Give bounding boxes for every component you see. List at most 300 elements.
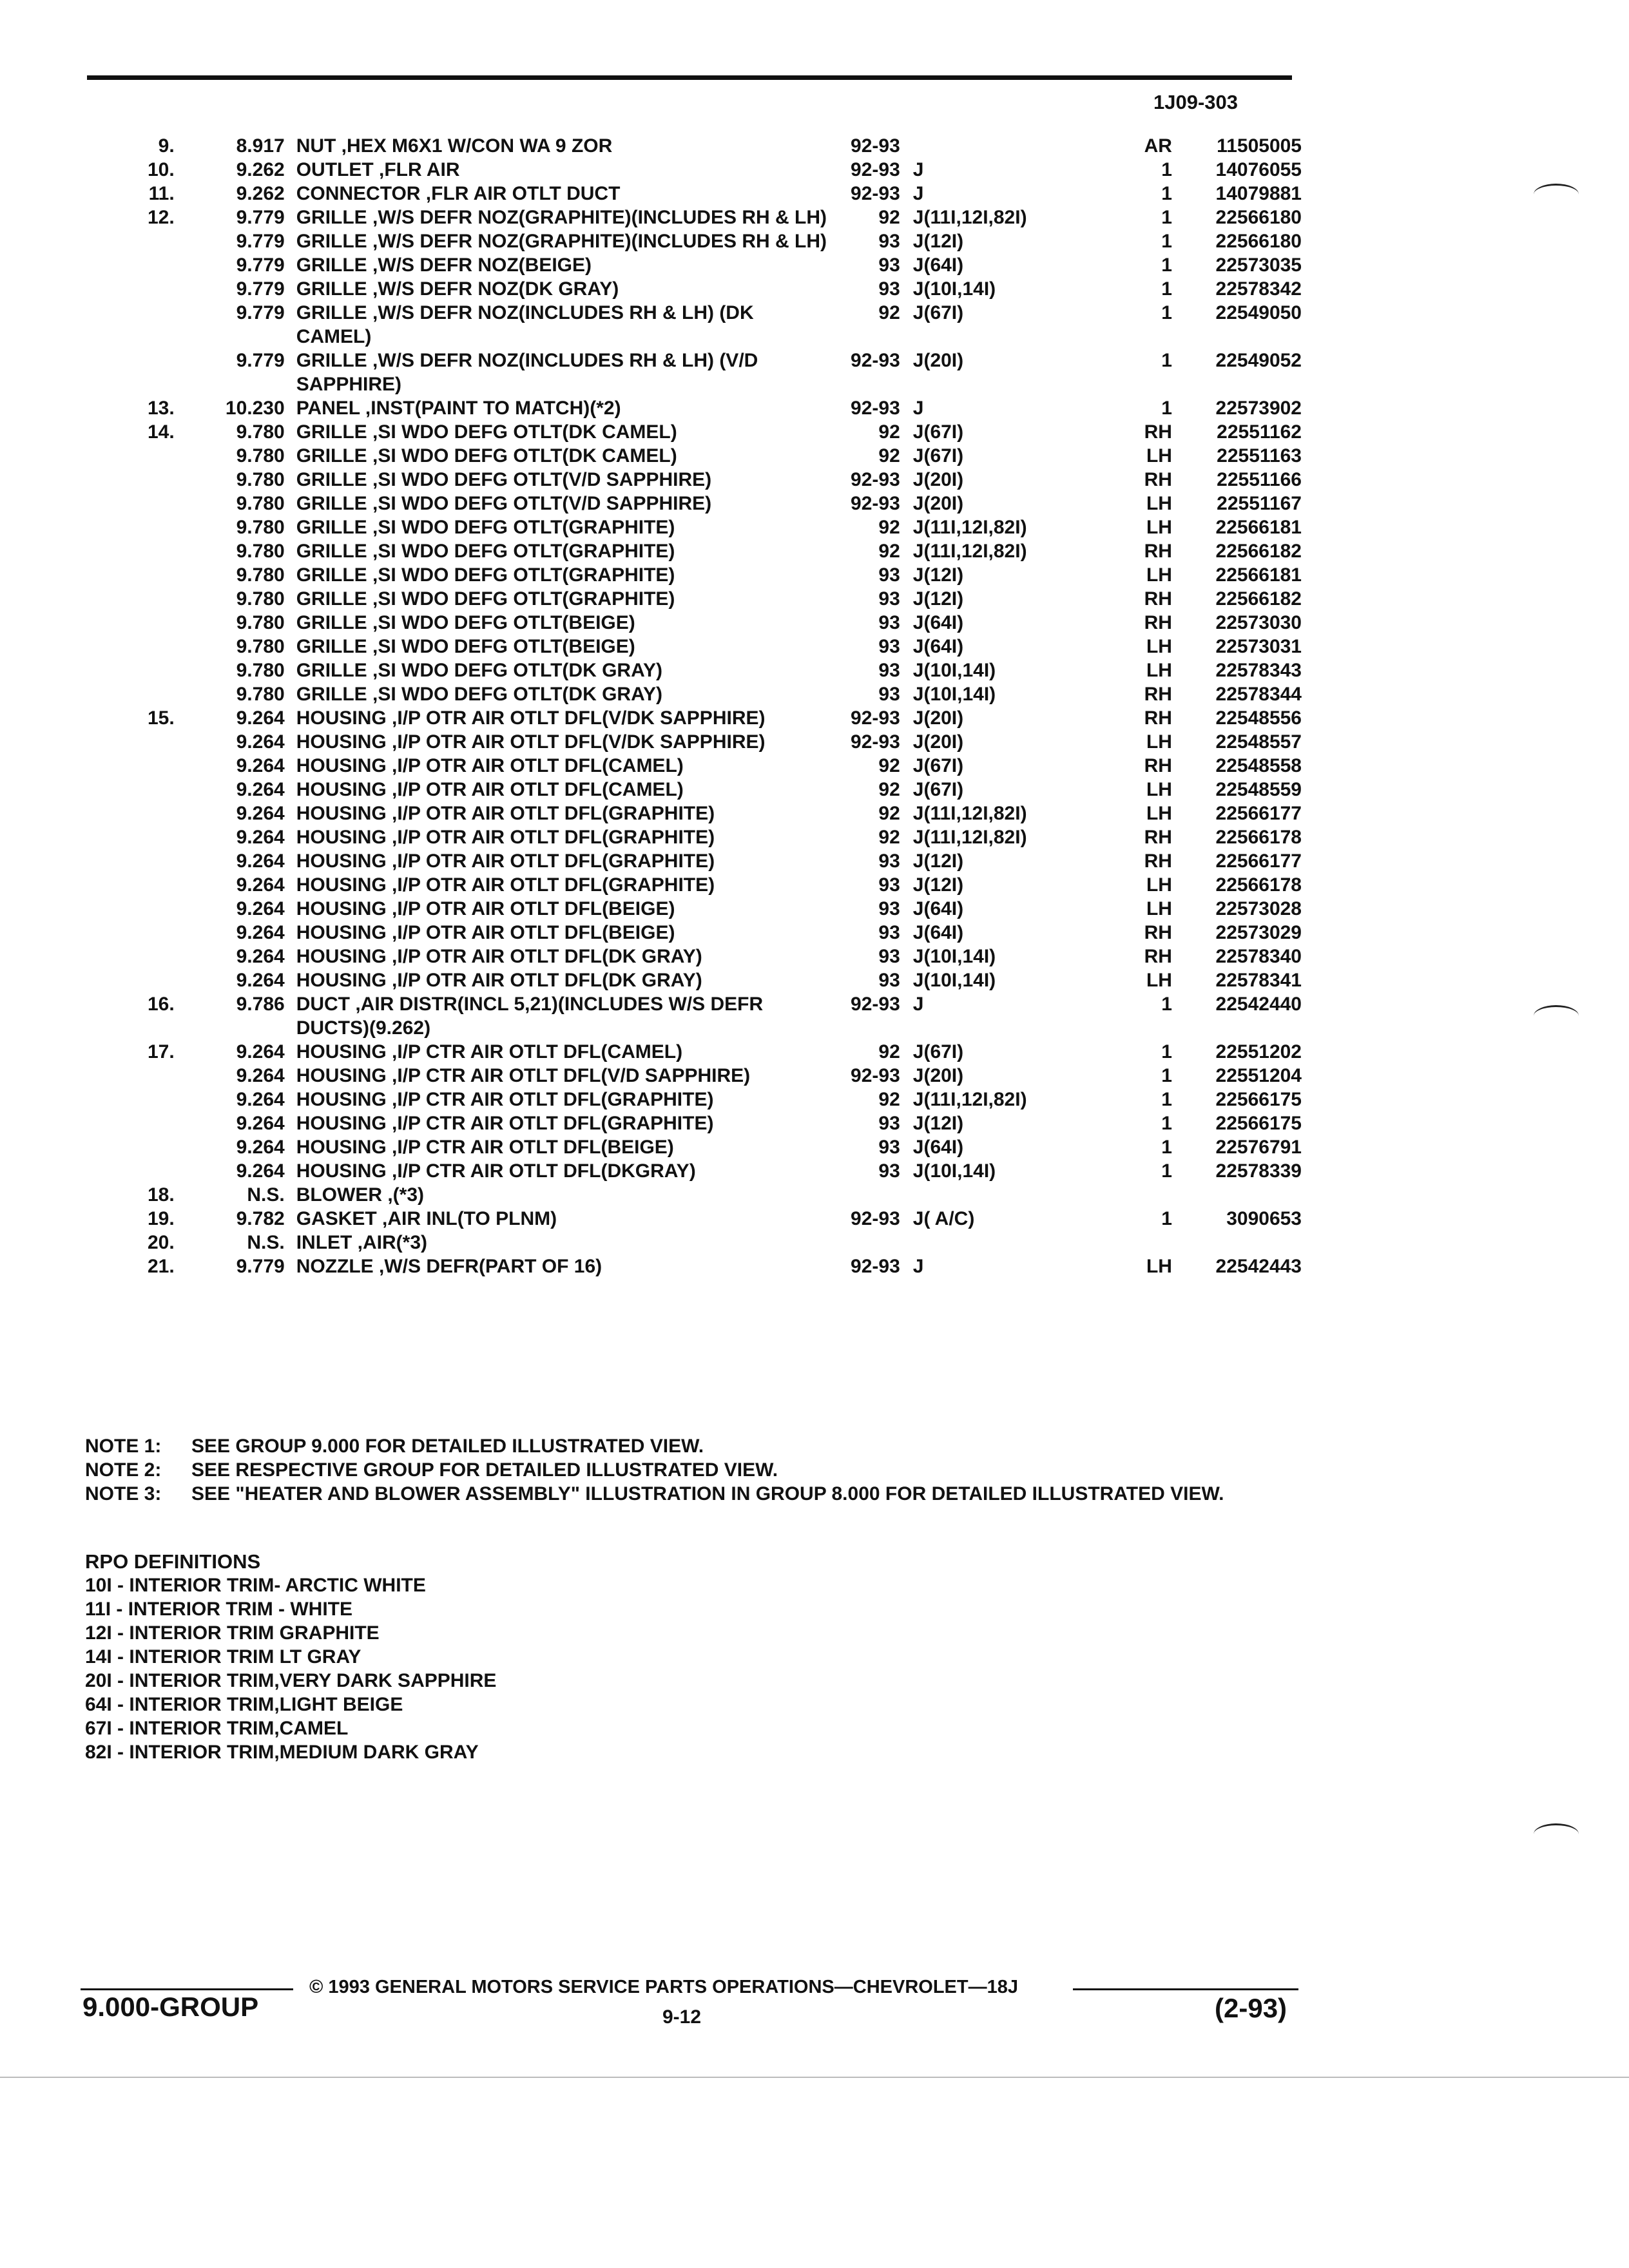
option-codes: J(12I) (912, 564, 964, 586)
item-index (90, 682, 175, 706)
part-number: 22566180 (1215, 231, 1302, 252)
part-description: NUT ,HEX M6X1 W/CON WA 9 ZOR (296, 135, 613, 157)
part-description: HOUSING ,I/P OTR AIR OTLT DFL(V/DK SAPPHIRE) (296, 707, 766, 729)
note-label: NOTE 3: (85, 1483, 162, 1504)
rpo-item: 82I - INTERIOR TRIM,MEDIUM DARK GRAY (85, 1742, 479, 1763)
group-number: 9.780 (236, 660, 285, 681)
part-number: 22573030 (1215, 612, 1302, 633)
item-index: 9. (158, 135, 175, 157)
hole-punch-mark (1534, 184, 1579, 205)
item-index (90, 539, 175, 563)
part-description: HOUSING ,I/P CTR AIR OTLT DFL(GRAPHITE) (296, 1113, 714, 1134)
note (85, 1482, 1261, 1506)
group-number: 9.264 (236, 827, 285, 848)
item-index (90, 873, 175, 897)
table-row (90, 1159, 1302, 1183)
group-number: 9.264 (236, 1089, 285, 1110)
option-codes (913, 1231, 1133, 1254)
option-codes: J(12I) (912, 588, 964, 610)
quantity: 1 (1161, 255, 1172, 276)
item-index (90, 968, 175, 992)
quantity: LH (1146, 636, 1172, 657)
part-description: GRILLE ,W/S DEFR NOZ(BEIGE) (296, 255, 592, 276)
part-description: HOUSING ,I/P OTR AIR OTLT DFL(V/DK SAPPHIRE) (296, 731, 766, 753)
quantity: LH (1146, 970, 1172, 991)
model-years: 93 (878, 278, 900, 300)
item-index (90, 945, 175, 968)
quantity: RH (1144, 421, 1172, 443)
quantity: RH (1144, 850, 1172, 872)
model-years (827, 1183, 913, 1207)
item-index: 12. (147, 207, 175, 228)
quantity: RH (1144, 755, 1172, 776)
table-row (90, 229, 1302, 253)
part-description: GRILLE ,SI WDO DEFG OTLT(GRAPHITE) (296, 541, 675, 562)
option-codes: J(64I) (912, 898, 964, 919)
model-years: 92-93 (851, 731, 900, 753)
rpo-item: 14I - INTERIOR TRIM LT GRAY (85, 1646, 361, 1667)
model-years: 92-93 (851, 159, 900, 180)
model-years: 92 (878, 517, 900, 538)
model-years: 93 (878, 684, 900, 705)
part-number: 22576791 (1215, 1137, 1302, 1158)
model-years: 92-93 (851, 1065, 900, 1086)
part-number: 22549052 (1215, 350, 1302, 371)
table-row (90, 420, 1302, 444)
table-row (90, 1040, 1302, 1064)
quantity: RH (1144, 588, 1172, 610)
item-index: 17. (147, 1041, 175, 1062)
option-codes: J(67I) (912, 755, 964, 776)
part-number: 22551202 (1215, 1041, 1302, 1062)
item-index (90, 444, 175, 468)
part-description: GRILLE ,SI WDO DEFG OTLT(DK CAMEL) (296, 445, 677, 466)
model-years: 93 (878, 1137, 900, 1158)
rpo-title: RPO DEFINITIONS (85, 1550, 261, 1573)
part-description: HOUSING ,I/P OTR AIR OTLT DFL(DK GRAY) (296, 946, 702, 967)
quantity: LH (1146, 898, 1172, 919)
rpo-item: 11I - INTERIOR TRIM - WHITE (85, 1599, 353, 1620)
model-years: 92 (878, 1041, 900, 1062)
part-number: 22566175 (1215, 1089, 1302, 1110)
footer-page-number: 9-12 (662, 2006, 702, 2028)
table-row (90, 635, 1302, 658)
quantity: 1 (1161, 994, 1172, 1015)
model-years: 92-93 (851, 135, 900, 157)
part-description: HOUSING ,I/P CTR AIR OTLT DFL(V/D SAPPHIRE) (296, 1065, 751, 1086)
option-codes: J(64I) (912, 612, 964, 633)
quantity: 1 (1161, 1065, 1172, 1086)
option-codes: J(11I,12I,82I) (912, 803, 1027, 824)
footer-rule-right (1073, 1988, 1298, 1990)
part-number: 22566178 (1215, 827, 1302, 848)
model-years: 92 (878, 421, 900, 443)
part-number (1179, 1183, 1302, 1207)
group-number: 9.780 (236, 684, 285, 705)
table-row (90, 754, 1302, 778)
quantity: 1 (1161, 1160, 1172, 1182)
table-row (90, 539, 1302, 563)
quantity: 1 (1161, 398, 1172, 419)
part-number: 22573902 (1215, 398, 1302, 419)
quantity: AR (1144, 135, 1172, 157)
option-codes: J(64I) (912, 255, 964, 276)
item-index (90, 468, 175, 492)
model-years: 93 (878, 946, 900, 967)
part-number: 22573028 (1215, 898, 1302, 919)
model-years: 93 (878, 255, 900, 276)
option-codes: J (912, 398, 924, 419)
rpo-item: 10I - INTERIOR TRIM- ARCTIC WHITE (85, 1575, 426, 1596)
part-description: GRILLE ,W/S DEFR NOZ(INCLUDES RH & LH) (V/D SAPPHIRE) (296, 350, 758, 395)
option-codes: J(12I) (912, 850, 964, 872)
table-row (90, 802, 1302, 825)
group-number: 9.780 (236, 541, 285, 562)
table-row (90, 277, 1302, 301)
note (85, 1458, 1261, 1482)
table-row (90, 444, 1302, 468)
item-index: 21. (147, 1256, 175, 1277)
group-number: 9.264 (236, 946, 285, 967)
group-number: 9.782 (236, 1208, 285, 1229)
part-description: HOUSING ,I/P OTR AIR OTLT DFL(GRAPHITE) (296, 850, 715, 872)
option-codes: J(11I,12I,82I) (912, 207, 1027, 228)
item-index (90, 1088, 175, 1111)
table-row (90, 849, 1302, 873)
quantity: LH (1146, 564, 1172, 586)
quantity: 1 (1161, 1089, 1172, 1110)
part-number: 22551204 (1215, 1065, 1302, 1086)
model-years: 92 (878, 1089, 900, 1110)
quantity (1133, 1183, 1179, 1207)
part-number: 22551167 (1217, 493, 1302, 514)
item-index: 20. (147, 1232, 175, 1253)
table-row (90, 658, 1302, 682)
item-index (90, 754, 175, 778)
item-index: 14. (147, 421, 175, 443)
table-row (90, 134, 1302, 158)
group-number: 9.262 (236, 159, 285, 180)
part-description: HOUSING ,I/P CTR AIR OTLT DFL(GRAPHITE) (296, 1089, 714, 1110)
part-description: GRILLE ,SI WDO DEFG OTLT(V/D SAPPHIRE) (296, 493, 712, 514)
group-number: 9.780 (236, 612, 285, 633)
table-row (90, 492, 1302, 515)
part-description: GRILLE ,W/S DEFR NOZ(GRAPHITE)(INCLUDES RH & LH) (296, 231, 827, 252)
option-codes: J(12I) (912, 231, 964, 252)
rpo-item: 64I - INTERIOR TRIM,LIGHT BEIGE (85, 1694, 403, 1715)
part-number: 22578340 (1215, 946, 1302, 967)
part-description: HOUSING ,I/P CTR AIR OTLT DFL(CAMEL) (296, 1041, 683, 1062)
part-description: GRILLE ,SI WDO DEFG OTLT(GRAPHITE) (296, 588, 675, 610)
model-years: 92 (878, 803, 900, 824)
group-number: 9.779 (236, 207, 285, 228)
parts-table (90, 134, 1302, 1278)
group-number: 9.264 (236, 1065, 285, 1086)
note-label: NOTE 1: (85, 1436, 162, 1457)
item-index (90, 778, 175, 802)
group-number: 10.230 (225, 398, 285, 419)
group-number: 9.264 (236, 1160, 285, 1182)
quantity: LH (1146, 731, 1172, 753)
rpo-item: 12I - INTERIOR TRIM GRAPHITE (85, 1622, 380, 1644)
part-number: 22551166 (1217, 469, 1302, 490)
part-description: PANEL ,INST(PAINT TO MATCH)(*2) (296, 398, 621, 419)
option-codes: J(10I,14I) (912, 278, 996, 300)
option-codes (913, 1183, 1133, 1207)
group-number: 9.779 (236, 278, 285, 300)
item-index (90, 587, 175, 611)
model-years: 93 (878, 898, 900, 919)
model-years: 93 (878, 922, 900, 943)
table-row (90, 1207, 1302, 1231)
group-number: N.S. (247, 1184, 285, 1206)
part-number: 22542440 (1215, 994, 1302, 1015)
footer-rule-left (81, 1988, 293, 1990)
group-number: 9.780 (236, 564, 285, 586)
part-description: HOUSING ,I/P OTR AIR OTLT DFL(CAMEL) (296, 755, 684, 776)
quantity: 1 (1161, 350, 1172, 371)
item-index: 19. (147, 1208, 175, 1229)
group-number: 9.264 (236, 1041, 285, 1062)
item-index (90, 1159, 175, 1183)
part-number: 22566182 (1215, 588, 1302, 610)
model-years: 92 (878, 779, 900, 800)
model-years: 93 (878, 588, 900, 610)
model-years: 93 (878, 1113, 900, 1134)
model-years: 93 (878, 636, 900, 657)
part-description: GRILLE ,SI WDO DEFG OTLT(GRAPHITE) (296, 517, 675, 538)
quantity: LH (1146, 493, 1172, 514)
part-number: 22578343 (1215, 660, 1302, 681)
part-description: GASKET ,AIR INL(TO PLNM) (296, 1208, 557, 1229)
item-index (90, 253, 175, 277)
option-codes: J(20I) (912, 469, 964, 490)
rpo-item: 20I - INTERIOR TRIM,VERY DARK SAPPHIRE (85, 1670, 497, 1691)
quantity: 1 (1161, 231, 1172, 252)
table-row (90, 515, 1302, 539)
part-description: GRILLE ,SI WDO DEFG OTLT(BEIGE) (296, 636, 635, 657)
item-index (90, 611, 175, 635)
part-number: 11505005 (1217, 135, 1302, 157)
item-index (90, 849, 175, 873)
option-codes: J(64I) (912, 636, 964, 657)
group-number: 9.264 (236, 850, 285, 872)
quantity: LH (1146, 517, 1172, 538)
item-index (90, 897, 175, 921)
group-number: 9.786 (236, 994, 285, 1015)
model-years: 92-93 (851, 469, 900, 490)
model-years: 93 (878, 612, 900, 633)
group-number: 9.779 (236, 231, 285, 252)
quantity: RH (1144, 922, 1172, 943)
option-codes: J(64I) (912, 922, 964, 943)
table-row (90, 1111, 1302, 1135)
item-index: 10. (147, 159, 175, 180)
table-row (90, 1064, 1302, 1088)
quantity: LH (1146, 660, 1172, 681)
quantity: LH (1146, 779, 1172, 800)
group-number: 9.780 (236, 445, 285, 466)
part-description: GRILLE ,SI WDO DEFG OTLT(GRAPHITE) (296, 564, 675, 586)
table-row (90, 349, 1302, 396)
group-number: 9.780 (236, 517, 285, 538)
note (85, 1434, 1261, 1458)
table-row (90, 897, 1302, 921)
item-index (90, 229, 175, 253)
model-years: 93 (878, 564, 900, 586)
quantity: RH (1144, 707, 1172, 729)
item-index (90, 658, 175, 682)
option-codes: J(67I) (912, 421, 964, 443)
part-number: 22566177 (1215, 803, 1302, 824)
rpo-list (85, 1573, 496, 1764)
quantity: RH (1144, 827, 1172, 848)
item-index (90, 1135, 175, 1159)
part-description: HOUSING ,I/P OTR AIR OTLT DFL(GRAPHITE) (296, 874, 715, 896)
model-years: 92 (878, 541, 900, 562)
option-codes: J(10I,14I) (912, 660, 996, 681)
group-number: 9.264 (236, 1113, 285, 1134)
group-number: 9.264 (236, 755, 285, 776)
part-number: 22578342 (1215, 278, 1302, 300)
part-description: GRILLE ,SI WDO DEFG OTLT(V/D SAPPHIRE) (296, 469, 712, 490)
part-number: 22548556 (1215, 707, 1302, 729)
table-row (90, 182, 1302, 206)
footer-copyright: © 1993 GENERAL MOTORS SERVICE PARTS OPERATIONS—CHEVROLET—18J (309, 1977, 1018, 1997)
item-index (90, 1064, 175, 1088)
model-years: 92 (878, 302, 900, 323)
part-number: 22578339 (1215, 1160, 1302, 1182)
part-number: 22548559 (1215, 779, 1302, 800)
item-index (90, 1111, 175, 1135)
option-codes: J(10I,14I) (912, 946, 996, 967)
model-years: 92-93 (851, 994, 900, 1015)
group-number: 9.779 (236, 350, 285, 371)
model-years: 93 (878, 660, 900, 681)
part-description: DUCT ,AIR DISTR(INCL 5,21)(INCLUDES W/S DEFR DUCTS)(9.262) (296, 994, 764, 1039)
scan-edge-line (0, 2077, 1629, 2078)
part-number: 22542443 (1215, 1256, 1302, 1277)
model-years (827, 1231, 913, 1254)
item-index (90, 563, 175, 587)
group-number: 9.779 (236, 302, 285, 323)
quantity: RH (1144, 541, 1172, 562)
quantity: 1 (1161, 207, 1172, 228)
part-description: HOUSING ,I/P OTR AIR OTLT DFL(BEIGE) (296, 898, 675, 919)
item-index: 11. (148, 183, 175, 204)
part-description: HOUSING ,I/P OTR AIR OTLT DFL(GRAPHITE) (296, 803, 715, 824)
part-number: 22566175 (1215, 1113, 1302, 1134)
option-codes: J(67I) (912, 302, 964, 323)
table-row (90, 468, 1302, 492)
quantity: 1 (1161, 278, 1172, 300)
quantity: RH (1144, 684, 1172, 705)
group-number: 9.780 (236, 469, 285, 490)
model-years: 92 (878, 827, 900, 848)
top-rule (87, 75, 1292, 80)
quantity: LH (1146, 803, 1172, 824)
part-description: OUTLET ,FLR AIR (296, 159, 460, 180)
group-number: 9.780 (236, 588, 285, 610)
part-description: BLOWER ,(*3) (296, 1184, 425, 1206)
option-codes: J (912, 183, 924, 204)
table-row (90, 158, 1302, 182)
model-years: 92 (878, 207, 900, 228)
option-codes: J(10I,14I) (912, 970, 996, 991)
part-description: GRILLE ,W/S DEFR NOZ(INCLUDES RH & LH) (DK CAMEL) (296, 302, 754, 347)
table-row (90, 945, 1302, 968)
page-code: 1J09-303 (1153, 91, 1239, 113)
option-codes: J(20I) (912, 731, 964, 753)
notes-section (85, 1434, 1261, 1506)
model-years: 92-93 (851, 493, 900, 514)
item-index (90, 349, 175, 396)
part-number: 22548557 (1215, 731, 1302, 753)
table-row (90, 706, 1302, 730)
quantity: 1 (1161, 1137, 1172, 1158)
model-years: 93 (878, 850, 900, 872)
table-row (90, 968, 1302, 992)
quantity: 1 (1161, 1113, 1172, 1134)
option-codes: J(67I) (912, 445, 964, 466)
part-description: GRILLE ,SI WDO DEFG OTLT(DK GRAY) (296, 684, 663, 705)
item-index: 15. (147, 707, 175, 729)
table-row (90, 587, 1302, 611)
part-number: 22573035 (1215, 255, 1302, 276)
option-codes: J(11I,12I,82I) (912, 1089, 1027, 1110)
model-years: 92-93 (851, 398, 900, 419)
quantity: 1 (1161, 183, 1172, 204)
model-years: 92 (878, 755, 900, 776)
quantity: RH (1144, 946, 1172, 967)
table-row (90, 301, 1302, 349)
group-number: 9.264 (236, 1137, 285, 1158)
part-number: 22578344 (1215, 684, 1302, 705)
table-row (90, 992, 1302, 1040)
rpo-definitions (85, 1550, 496, 1764)
table-row (90, 1254, 1302, 1278)
table-row (90, 396, 1302, 420)
option-codes: J (912, 1256, 924, 1277)
hole-punch-mark (1534, 1823, 1579, 1845)
model-years: 93 (878, 1160, 900, 1182)
group-number: 9.779 (236, 255, 285, 276)
part-number: 22551163 (1217, 445, 1302, 466)
option-codes: J(20I) (912, 707, 964, 729)
part-description: HOUSING ,I/P CTR AIR OTLT DFL(BEIGE) (296, 1137, 674, 1158)
part-description: GRILLE ,W/S DEFR NOZ(DK GRAY) (296, 278, 619, 300)
note-label: NOTE 2: (85, 1459, 162, 1481)
parts-table-body (90, 134, 1302, 1278)
part-description: INLET ,AIR(*3) (296, 1232, 428, 1253)
part-number: 14079881 (1215, 183, 1302, 204)
item-index (90, 301, 175, 349)
item-index (90, 730, 175, 754)
footer-date: (2-93) (1215, 1993, 1287, 2023)
part-number: 22548558 (1215, 755, 1302, 776)
rpo-item: 67I - INTERIOR TRIM,CAMEL (85, 1718, 349, 1739)
quantity: RH (1144, 469, 1172, 490)
part-number: 22566180 (1215, 207, 1302, 228)
item-index: 18. (147, 1184, 175, 1206)
option-codes: J(20I) (912, 350, 964, 371)
quantity (1133, 1231, 1179, 1254)
option-codes: J(64I) (912, 1137, 964, 1158)
option-codes: J(10I,14I) (912, 684, 996, 705)
note-text: SEE GROUP 9.000 FOR DETAILED ILLUSTRATED VIEW. (191, 1436, 704, 1457)
part-number: 22551162 (1217, 421, 1302, 443)
group-number: 9.264 (236, 779, 285, 800)
